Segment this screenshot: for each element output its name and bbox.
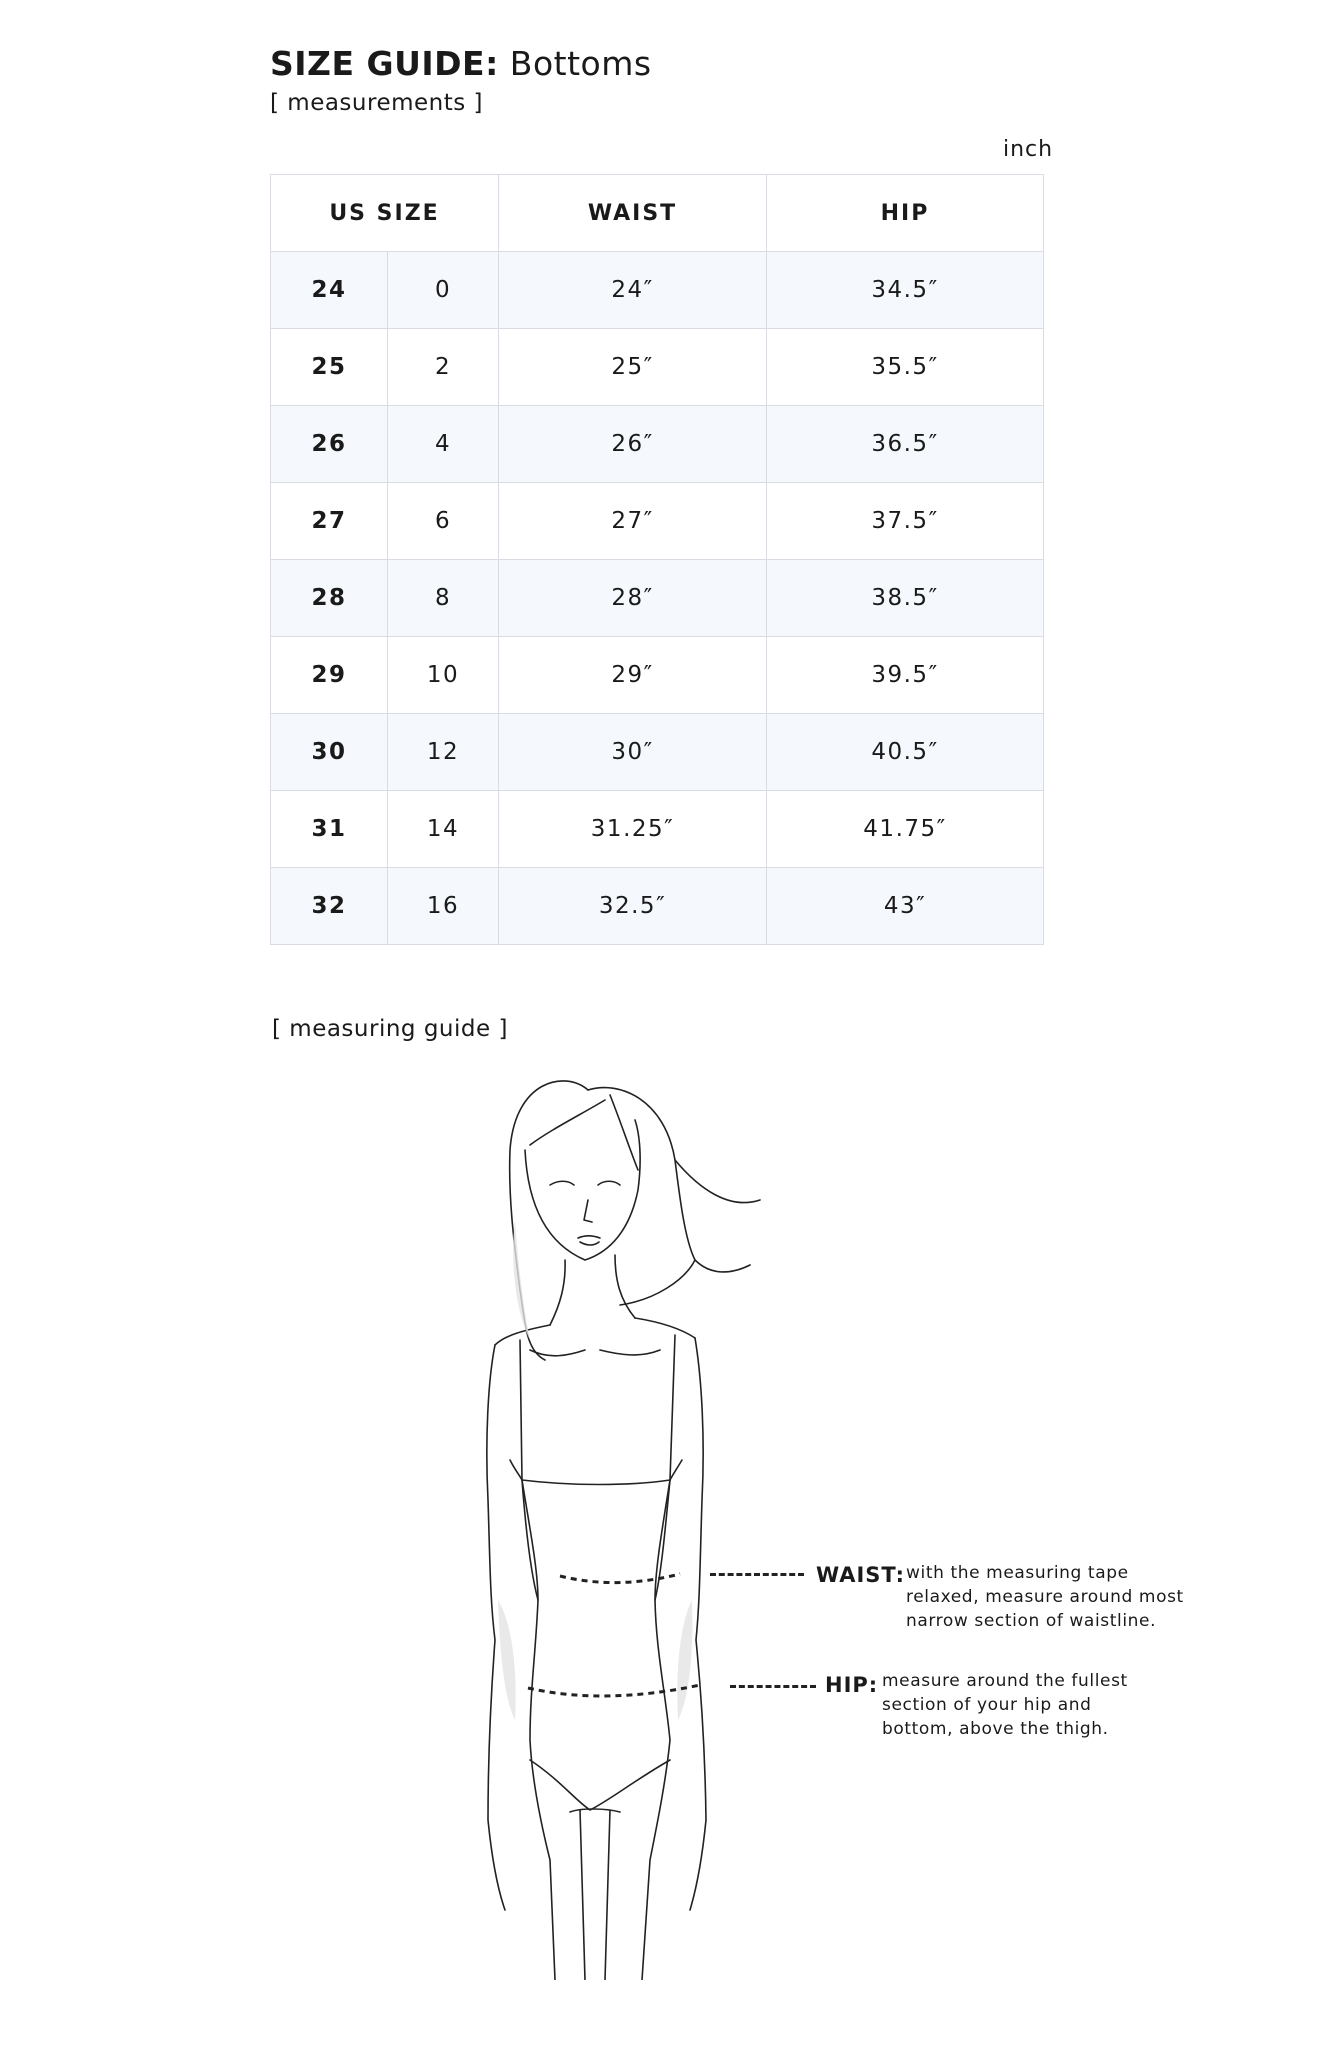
figure-illustration (470, 1060, 830, 1980)
table-row (271, 637, 1044, 714)
cell-numeric-size: 14 (388, 791, 499, 868)
cell-waist: 32.5″ (499, 868, 767, 945)
size-table (270, 174, 1044, 945)
cell-numeric-size: 8 (388, 560, 499, 637)
cell-us-size: 25 (271, 329, 388, 406)
torso-left (522, 1480, 555, 1980)
cell-waist: 25″ (499, 329, 767, 406)
waist-callout-text (906, 1561, 1206, 1633)
cell-numeric-size: 16 (388, 868, 499, 945)
cell-waist: 26″ (499, 406, 767, 483)
cell-hip: 38.5″ (767, 560, 1044, 637)
waist-line-on-body (560, 1574, 680, 1583)
unit-label: inch (1003, 137, 1054, 162)
waist-text-line: relaxed, measure around most (906, 1587, 1184, 1607)
header-waist: WAIST (499, 175, 767, 252)
cell-numeric-size: 2 (388, 329, 499, 406)
cell-hip: 34.5″ (767, 252, 1044, 329)
cell-us-size: 24 (271, 252, 388, 329)
table-header-row (271, 175, 1044, 252)
cell-numeric-size: 10 (388, 637, 499, 714)
cell-numeric-size: 12 (388, 714, 499, 791)
hair-outline (510, 1081, 588, 1360)
cell-us-size: 32 (271, 868, 388, 945)
waist-callout-label: WAIST: (816, 1563, 905, 1587)
header-us-size: US SIZE (271, 175, 499, 252)
face-outline (525, 1120, 640, 1260)
cell-waist: 29″ (499, 637, 767, 714)
cell-waist: 28″ (499, 560, 767, 637)
hip-callout-text (882, 1669, 1182, 1741)
cell-us-size: 31 (271, 791, 388, 868)
size-rows (271, 252, 1044, 945)
shoulder-left (495, 1325, 550, 1345)
cell-hip: 35.5″ (767, 329, 1044, 406)
cell-waist: 31.25″ (499, 791, 767, 868)
cell-waist: 30″ (499, 714, 767, 791)
shoulder-right (635, 1318, 695, 1338)
cell-us-size: 26 (271, 406, 388, 483)
table-row (271, 868, 1044, 945)
cell-hip: 40.5″ (767, 714, 1044, 791)
measurements-subtitle: [ measurements ] (270, 90, 484, 116)
cell-hip: 36.5″ (767, 406, 1044, 483)
table-row (271, 714, 1044, 791)
table-row (271, 791, 1044, 868)
hip-text-line: bottom, above the thigh. (882, 1719, 1109, 1739)
table-row (271, 406, 1044, 483)
cell-hip: 37.5″ (767, 483, 1044, 560)
arm-right (690, 1338, 706, 1910)
waist-text-line: with the measuring tape (906, 1563, 1129, 1583)
table-row (271, 252, 1044, 329)
title-prefix: SIZE GUIDE: (270, 44, 499, 83)
cell-us-size: 27 (271, 483, 388, 560)
cell-waist: 27″ (499, 483, 767, 560)
title-category: Bottoms (498, 44, 652, 83)
page-title (270, 44, 652, 83)
measuring-guide-heading: [ measuring guide ] (272, 1016, 508, 1042)
hip-line-on-body (528, 1685, 700, 1696)
hip-text-line: measure around the fullest (882, 1671, 1128, 1691)
cell-numeric-size: 0 (388, 252, 499, 329)
cell-numeric-size: 4 (388, 406, 499, 483)
hip-text-line: section of your hip and (882, 1695, 1092, 1715)
table-row (271, 560, 1044, 637)
hip-leader-line (730, 1685, 816, 1688)
cell-hip: 43″ (767, 868, 1044, 945)
cell-waist: 24″ (499, 252, 767, 329)
cell-us-size: 29 (271, 637, 388, 714)
hip-callout-label: HIP: (825, 1673, 879, 1697)
cell-us-size: 30 (271, 714, 388, 791)
cell-us-size: 28 (271, 560, 388, 637)
waist-text-line: narrow section of waistline. (906, 1611, 1157, 1631)
table-row (271, 329, 1044, 406)
torso-right (642, 1480, 670, 1980)
cell-hip: 39.5″ (767, 637, 1044, 714)
header-hip: HIP (767, 175, 1044, 252)
waist-leader-line (710, 1573, 804, 1576)
cell-numeric-size: 6 (388, 483, 499, 560)
table-row (271, 483, 1044, 560)
cell-hip: 41.75″ (767, 791, 1044, 868)
